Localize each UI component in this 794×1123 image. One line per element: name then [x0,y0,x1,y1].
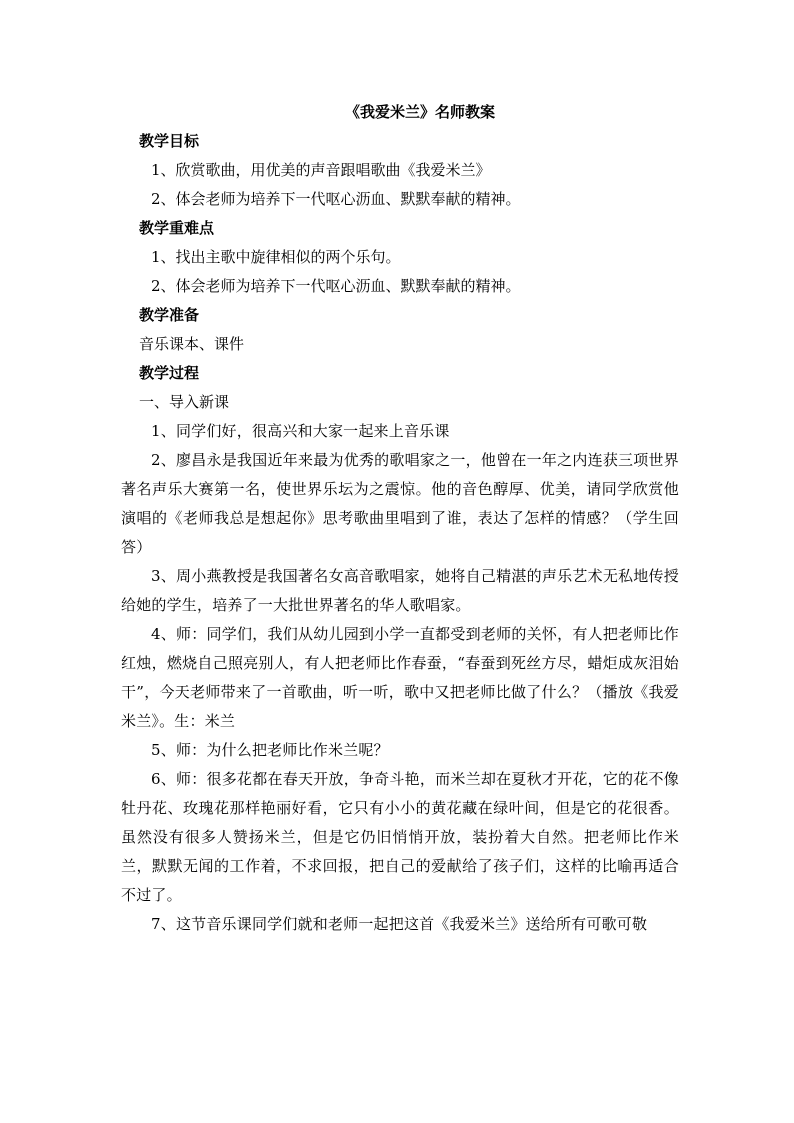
process-item-1: 1、同学们好，很高兴和大家一起来上音乐课 [151,422,450,440]
process-item-2: 2、廖昌永是我国近年来最为优秀的歌唱家之一，他曾在一年之内连获三项世界著名声乐大赛第一名，使世界乐坛为之震惊。他的音色醇厚、优美，请同学欣赏他演唱的《老师我总是想起你》思考歌曲里唱到了谁，表达了怎样的情感？（学生回答） [121,451,679,556]
key-points-heading: 教学重难点 [139,219,215,237]
prep-heading: 教学准备 [139,306,200,324]
process-heading: 教学过程 [139,364,200,382]
key-point-item-1: 1、找出主歌中旋律相似的两个乐句。 [151,248,401,266]
prep-text: 音乐课本、课件 [139,335,245,353]
goal-item-1: 1、欣赏歌曲，用优美的声音跟唱歌曲《我爱米兰》 [151,161,491,179]
goal-item-2: 2、体会老师为培养下一代呕心沥血、默默奉献的精神。 [151,190,521,208]
document-title: 《我爱米兰》名师教案 [344,103,495,121]
document-page [121,98,679,939]
goals-heading: 教学目标 [139,132,200,150]
process-item-5: 5、师：为什么把老师比作米兰呢？ [151,741,389,759]
key-point-item-2: 2、体会老师为培养下一代呕心沥血、默默奉献的精神。 [151,277,521,295]
process-subheading: 一、导入新课 [139,393,230,411]
process-item-6: 6、师：很多花都在春天开放，争奇斗艳，而米兰却在夏秋才开花，它的花不像牡丹花、玫瑰花那样艳丽好看，它只有小小的黄花藏在绿叶间，但是它的花很香。虽然没有很多人赞扬米兰，但是它仍旧悄悄开放，装扮着大自然。把老师比作米兰，默默无闻的工作着，不求回报，把自己的爱献给了孩子们，这样的比喻再适合不过了。 [121,770,679,904]
process-item-3: 3、周小燕教授是我国著名女高音歌唱家，她将自己精湛的声乐艺术无私地传授给她的学生，培养了一大批世界著名的华人歌唱家。 [121,567,679,614]
process-item-7: 7、这节音乐课同学们就和老师一起把这首《我爱米兰》送给所有可歌可敬 [151,915,648,933]
process-item-4: 4、师：同学们，我们从幼儿园到小学一直都受到老师的关怀，有人把老师比作红烛，燃烧自己照亮别人，有人把老师比作春蚕，“春蚕到死丝方尽，蜡炬成灰泪始干”，今天老师带来了一首歌曲，听一听，歌中又把老师比做了什么？（播放《我爱米兰》。生：米兰 [121,625,679,730]
